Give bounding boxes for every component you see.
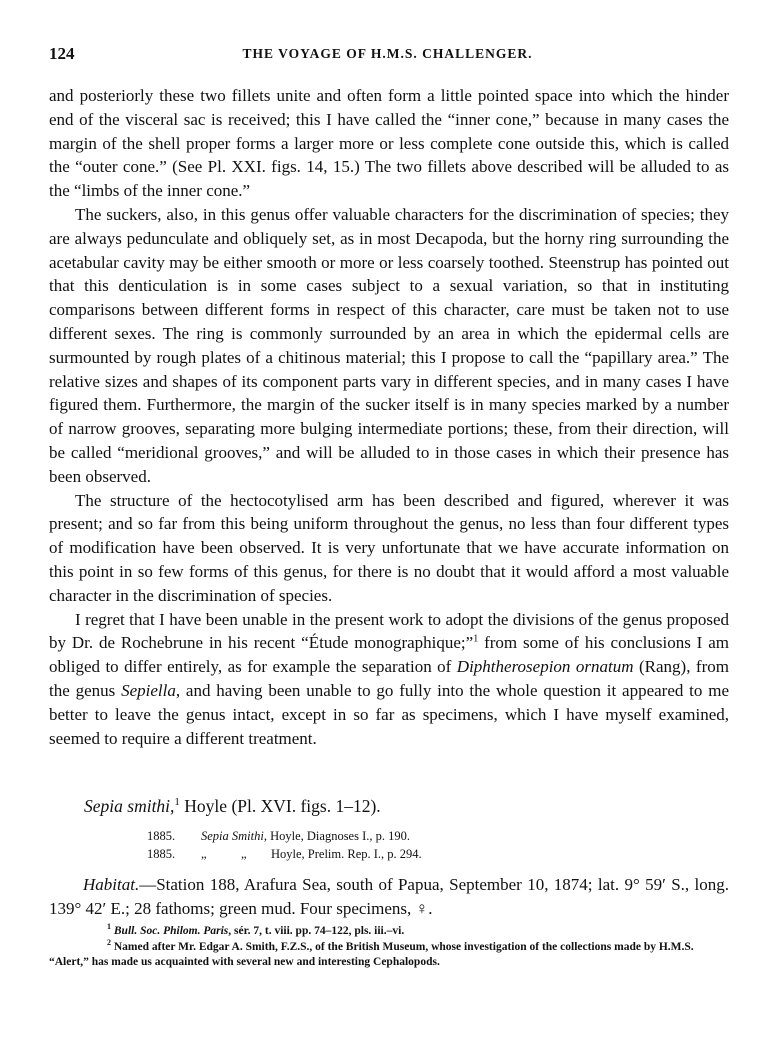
ditto-mark: „	[201, 847, 207, 861]
habitat-label: Habitat.	[83, 875, 140, 894]
synonymy-row	[147, 845, 422, 863]
paragraph-text: , and having been unable to go fully into the whole question it appeared to me better to leave the genus intact, except in so far as specimens, which I have myself examined, seemed to require a different treatment.	[49, 680, 729, 748]
habitat-paragraph	[49, 873, 729, 920]
footnote	[49, 924, 729, 940]
paragraph: The structure of the hectocotylised arm has been described and figured, wherever it was present; and so far from this being uniform throughout the genus, no less than four different types of modification have been observed. It is very unfortunate that we have accurate information on this point in so few forms of this genus, for there is no doubt that it would afford a most valuable character in the discrimination of species.	[49, 490, 729, 605]
running-title: THE VOYAGE OF H.M.S. CHALLENGER.	[242, 46, 533, 61]
synonymy-row	[147, 827, 422, 845]
synonymy-list	[147, 827, 422, 863]
page-header	[49, 44, 726, 68]
synonymy-year: 1885.	[147, 847, 176, 861]
footnote-ref: 1	[174, 796, 180, 809]
page-number: 124	[49, 44, 75, 63]
paragraph-text: I regret that I have been unable in the present work to adopt the divisions of the genus proposed by Dr. de Rochebrune in his recent “Étude monographique;”	[49, 609, 729, 653]
footnote-text: , sér. 7, t. viii. pp. 74–122, pls. iii.–vi.	[228, 925, 405, 937]
ditto-mark: „	[241, 847, 247, 861]
species-heading	[84, 796, 381, 817]
footnote-text: Named after Mr. Edgar A. Smith, F.Z.S., of the British Museum, whose investigation of the collections made by H.M.S. “Alert,” has made us acquainted with several new and interesting Cephalopods.	[49, 940, 694, 968]
paragraph: and posteriorly these two fillets unite and often form a little pointed space into which the hinder end of the visceral sac is received; this I have called the “inner cone,” because in many cases the margin of the shell proper forms a larger more or less complete cone outside this, which is called the “outer cone.” (See Pl. XXI. figs. 14, 15.) The two fillets above described will be alluded to as the “limbs of the inner cone.”	[49, 86, 729, 201]
synonymy-ref: , Hoyle, Diagnoses I., p. 190.	[263, 829, 411, 843]
synonymy-ref: Hoyle, Prelim. Rep. I., p. 294.	[271, 847, 422, 861]
synonymy-name: Sepia Smithi	[201, 829, 264, 843]
synonymy-year: 1885.	[147, 829, 176, 843]
species-name: Sepia smithi,	[84, 796, 175, 816]
footnote-journal: Bull. Soc. Philom. Paris	[113, 925, 229, 937]
habitat-text: —Station 188, Arafura Sea, south of Papua, September 10, 1874; lat. 9° 59′ S., long. 139° 42′ E.; 28 fathoms; green mud. Four specimens, ♀.	[49, 875, 729, 918]
footnote-number: 2	[107, 937, 111, 947]
paragraph-text: (Rang), from the genus	[49, 657, 729, 700]
taxon-name: Sepiella	[121, 680, 176, 700]
paragraph: The suckers, also, in this genus offer valuable characters for the discrimination of species; they are always pedunculate and obliquely set, as in most Decapoda, but the horny ring surrounding the acetabular cavity may be either smooth or more or less coarsely toothed. Steenstrup has pointed out that this denticulation is in some cases subject to a sexual variation, so that in instituting comparisons between different forms in respect of this character, care must be taken not to use different sexes. The ring is commonly surrounded by an area in which the epidermal cells are surmounted by rough plates of a chitinous material; this I propose to call the “papillary area.” The relative sizes and shapes of its component parts vary in different species, and in many cases I have figured them. Furthermore, the margin of the sucker itself is in many species marked by a number of narrow grooves, separating more bulging intermediate portions; these, from their direction, will be called “meridional grooves,” and will be alluded to in those cases in which their presence has been observed.	[49, 204, 729, 486]
footnote-ref: 1	[473, 633, 479, 645]
footnote	[49, 937, 729, 971]
taxon-name: Diphtherosepion ornatum	[456, 657, 634, 677]
paragraph	[49, 608, 729, 751]
footnote-number: 1	[107, 922, 111, 932]
body-text	[49, 84, 729, 750]
paragraph-text: from some of his conclusions I am obliged to differ entirely, as for example the separation of	[49, 633, 729, 677]
footnotes	[49, 924, 729, 971]
species-authority: Hoyle (Pl. XVI. figs. 1–12).	[179, 796, 381, 816]
